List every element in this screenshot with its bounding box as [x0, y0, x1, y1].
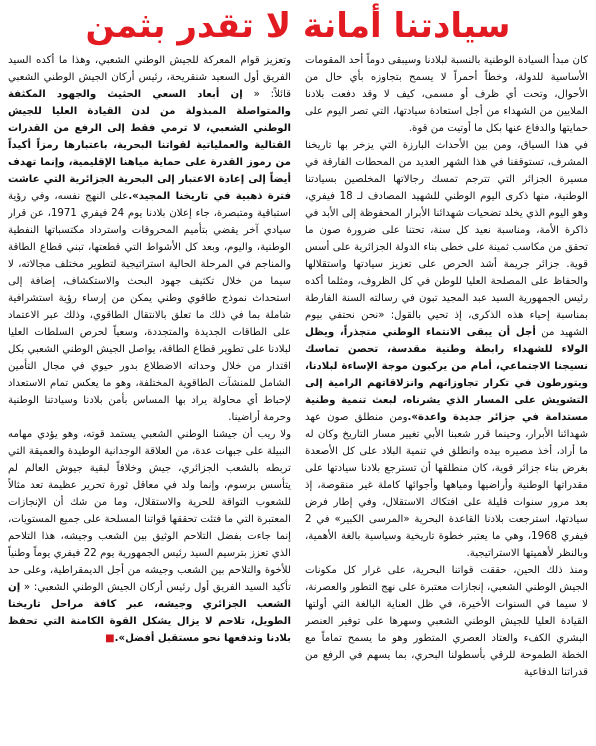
article-paragraph — [305, 137, 588, 562]
body-text: على النهج نفسه، وفي رؤية استباقية ومتبصرة، جاء إعلان بلادنا يوم 24 فيفري 1971، عن قرار سيادي آخر يقضي بتأميم المحروقات واسترداد مكتسباتها النفطية الوطنية، واليوم، وبعد كل الأشواط التي قطعتها، تبني قطاع الطاقة والمناجم في المرحلة الحالية استراتيجية لتطوير مختلف مجالاته، لا سيما من خلال تكثيف جهود البحث والاستكشاف، إضافة إلى استحداث نموذج طاقوي وطني يمكن من إرساء رؤية استشرافية شاملة بما في ذلك ما تعلق بالانتقال الطاقوي، وذلك عبر الاعتماد على الطاقات الجديدة والمتجددة، وسعياً لحرص السلطات العليا لبلادنا على تطوير قطاع الطاقة، يواصل الجيش الوطني الشعبي بكل اقتدار من خلال وحداته الاضطلاع بدور حيوي في مجال التأمين الشامل للمنشآت الطاقوية المختلفة، وهو ما يعكس تمام الاستعداد لإحباط أي محاولة يراد بها المساس بأمن بلادنا وسيادتنا الوطنية وحرمة أراضينا. — [8, 191, 291, 423]
body-text: كان مبدأ السيادة الوطنية بالنسبة لبلادنا وسيبقى دوماً أحد المقومات الأساسية للدولة، وخطاً أحمراً لا يسمح بتجاوزه بأي حال من الأحوال، وتحت أي ظرف أو مسمى، كيف لا وقد دفعت بلادنا الملايين من الشهداء من أجل استعادة سيادتها، التي تصر اليوم على حمايتها والدفاع عنها بكل ما أوتيت من قوة. — [305, 55, 588, 134]
article-column-left — [8, 52, 291, 742]
article-column-right — [305, 52, 588, 742]
bold-quote: إن الشعب الجزائري وجيشه، عبر كافة مراحل تاريخنا الطويل، تلاحم لا يزال يشكل القوة الكامنة التي تحفظ بلادنا وتدفعها نحو مستقبل أفضل». — [8, 582, 291, 644]
body-text: ومن منطلق صون عهد شهدائنا الأبرار، وحينما قرر شعبنا الأبي تغيير مسار التاريخ وكان له ما أراد، أخذ مصيره بيده وانطلق في تنمية البلاد على كل الأصعدة بغرض بناء جزائر قوية، كان منطلقها أن تسترجع بلادنا سيادتها على مقدراتها الوطنية وأراضيها ومياهها وأجوائها كاملة غير منقوصة، إذ بعد مرور سنوات قليلة على افتكاك الاستقلال، وفي إطار فرض سيادتها، استرجعت بلادنا القاعدة البحرية «المرسى الكبير» في 2 فيفري 1968، وهي ما يعتبر خطوة تاريخية وسياسية بالغة الأهمية، وبالنظر لأهميتها الاستراتيجية. — [305, 412, 588, 559]
bold-quote: إن أبعاد السعي الحثيث والجهود المكثفة والمتواصلة المبذولة من لدن القيادة العليا للجيش الوطني الشعبي، لا ترمي فقط إلى الرفع من القدرات القتالية والعملياتية لقواتنا البحرية، باعتبارها رمزاً أكيداً من رموز القدرة على حماية مياهنا الإقليمية، وإنما تهدف أيضاً إلى إعادة الاعتبار إلى البحرية الجزائرية التي عاشت فترة ذهبية في تاريخنا المجيد». — [8, 89, 291, 202]
body-text: ومنذ ذلك الحين، حققت قواتنا البحرية، على غرار كل مكونات الجيش الوطني الشعبي، إنجازات معتبرة على نهج التطور والعصرنة، لا سيما في السنوات الأخيرة، في ظل العناية البالغة التي أولتها القيادة العليا للجيش الوطني الشعبي وسهرها على توفير العنصر البشري الكفء والعتاد العصري المتطور وهو ما يسمح تماماً مع الخطة الطموحة للرقي بأسطولنا البحري، بما يسهم في الرفع من قدراتنا الدفاعية — [305, 565, 588, 678]
article-paragraph — [8, 426, 291, 647]
column-gutter — [291, 52, 305, 742]
body-text: في هذا السياق، ومن بين الأحداث البارزة التي يزخر بها تاريخنا المشرف، تستوقفنا في هذا الشهر العديد من المحطات الفارقة في مسيرة الجزائر التي تترجم تمسك رجالاتها المخلصين بسيادتنا الوطنية، منها ذكرى اليوم الوطني للشهيد المصادف لـ 18 فيفري، وهو اليوم الذي يخلد تضحيات شهدائنا الأبرار المحفوظة إلى الأبد في ذاكرة الأمة، ومناسبة نعيد كل سنة، تحتنا على ضرورة صون ما تحقق من مكاسب ثمينة على خطى بناء الدولة الجزائرية على أسس قوية. جزائر جريمة أشد الحرص على تعزيز سيادتها واستقلالها والحفاظ على المصلحة العليا للوطن في كل الظروف، ومثلما أكده رئيس الجمهورية السيد عبد المجيد تبون في رسالته السنة الفارطة بمناسبة إحياء هذه الذكرى، إذ تحيي بالقول: «نحن نحتفي بيوم الشهيد من — [305, 140, 588, 338]
bold-quote: أجل أن يبقى الانتماء الوطني متجذراً، ويظل الولاء للشهداء رابطة وطنية مقدسة، تحصن تماسك نسيجنا الاجتماعي، أمام من يركبون موجة الإساءة لبلادنا، ويتورطون في تكرار تجاوزاتهم وانزلاقاتهم الرامية إلى التشويش على المسار الذي يشرناه، لبعث تنمية وطنية مستدامة في جزائر جديدة واعدة». — [305, 327, 588, 423]
body-text: وتعزيز قوام المعركة للجيش الوطني الشعبي، وهذا ما أكده السيد الفريق أول السعيد شنقريحة، رئيس أركان الجيش الوطني الشعبي قائلاً: « — [8, 55, 291, 100]
article-paragraph — [8, 52, 291, 426]
article-paragraph — [305, 52, 588, 137]
end-mark: ■ — [105, 633, 115, 644]
body-text: ولا ريب أن جيشنا الوطني الشعبي يستمد قوته، وهو يؤدي مهامه النبيلة على جبهات عدة، من العلاقة الوجدانية الوطيدة والعميقة التي تربطه بالشعب الجزائري، جيش وخلافاً لبقية جيوش العالم لم يتأسس برسوم، وإنما ولد في معاقل ثورة تحرير عظيمة تعد مثالاً للشعوب التواقة للحرية والاستقلال، وما من شك أن الإنجازات المعتبرة التي ما فتئت تحققها قواتنا المسلحة على جميع المستويات، إنما جاءت بفضل التلاحم الوثيق بين الشعب وجيشه، هذا التلاحم الذي تعزز بترسيم السيد رئيس الجمهورية يوم 22 فيفري يوماً وطنياً للأخوة والتلاحم بين الشعب وجيشه من أجل الديمقراطية، وعلى حد تأكيد السيد الفريق أول رئيس أركان الجيش الوطني الشعبي: « — [8, 429, 291, 593]
article-columns — [8, 52, 588, 742]
article-paragraph — [305, 562, 588, 681]
article-headline: سيادتنا أمانة لا تقدر بثمن — [85, 6, 511, 46]
